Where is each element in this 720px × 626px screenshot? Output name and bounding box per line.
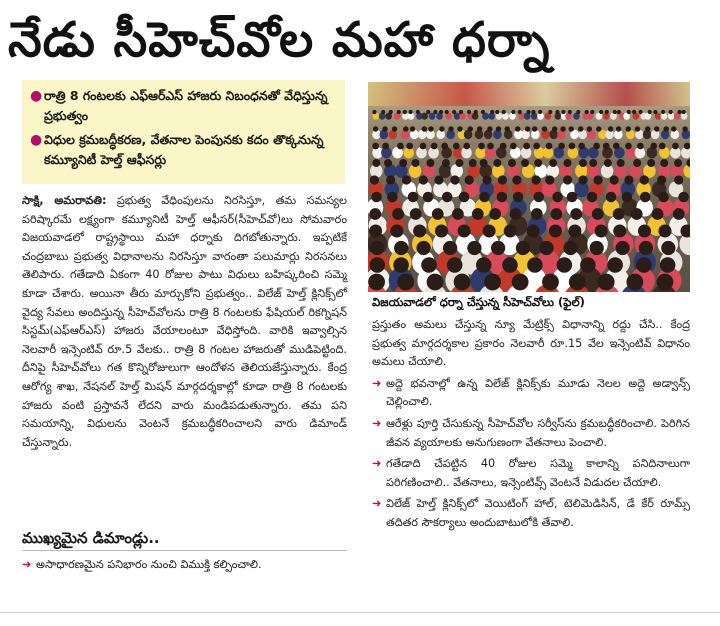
crowd-person-head bbox=[617, 110, 621, 114]
crowd-person-head bbox=[512, 175, 521, 184]
crowd-person-head bbox=[682, 126, 687, 131]
demands-heading: ముఖ్యమైన డిమాండ్లు.. bbox=[22, 526, 347, 551]
crowd-person-head bbox=[625, 143, 632, 150]
crowd-person-head bbox=[632, 110, 636, 114]
demand-item bbox=[372, 495, 690, 532]
crowd-person-head bbox=[399, 159, 407, 167]
crowd-person-head bbox=[371, 192, 382, 203]
crowd-person-head bbox=[525, 126, 530, 131]
crowd-person-head bbox=[570, 208, 582, 220]
bullet-icon: ● bbox=[30, 88, 43, 104]
crowd-person-head bbox=[563, 241, 577, 255]
crowd-person-head bbox=[658, 224, 671, 237]
crowd-person-head bbox=[593, 175, 602, 184]
crowd-person-head bbox=[482, 175, 491, 184]
crowd-person-head bbox=[511, 110, 515, 114]
crowd-person-head bbox=[615, 241, 629, 255]
crowd-illustration bbox=[368, 82, 690, 292]
crowd-person-head bbox=[613, 208, 625, 220]
crowd-person-head bbox=[521, 159, 529, 167]
demand-text: గతేడాది చేపట్టిన 40 రోజుల సమ్మె కాలాన్ని పనిదినాలుగా పరిగణించాలి.. వేతనాలు, ఇన్సెంటివ్స్ వెంటనే విడుదల చేయాలి. bbox=[386, 457, 690, 489]
crowd-person-head bbox=[487, 143, 494, 150]
crowd-person-head bbox=[579, 159, 587, 167]
crowd-person-head bbox=[660, 257, 676, 273]
crowd-person-head bbox=[672, 143, 679, 150]
crowd-person-head bbox=[397, 143, 404, 150]
crowd-person-head bbox=[548, 110, 552, 114]
crowd-person-head bbox=[539, 241, 553, 255]
crowd-person-head bbox=[490, 110, 494, 114]
body-text: ప్రభుత్వ వేధింపులను నిరసిస్తూ, తమ సమస్యల పరిష్కారమే లక్ష్యంగా కమ్యూనిటీ హెల్త్ ఆఫీసర్(సీహెచ్‌వో)లు సోమవారం విజయవాడలో రాష్ట్రస్థాయి మహా ధర్నాకు దిగబోతున్నారు. ఇప్పటికే చంద్రబాబు ప్రభుత్వ విధానాలను నిరసిస్తూ వారంతా పలుమార్లు నిరసనలు తెలిపారు. గతేడాది ఏకంగా 40 రోజుల పాటు విధులు బహిష్కరించి సమ్మె కూడా చేశారు. అయినా తీరు మార్చుకోని ప్రభుత్వం.. విలేజ్ హెల్త్ క్లినిక్స్‌లో వైద్య సేవలు అందిస్తున్న సీహెచ్‌వోలను రాత్రి 8 గంటలకు ఫేషియల్ రికగ్నిషన్ సిస్టమ్(ఎఫ్‌ఆర్‌ఎస్) హాజరు వేయాలంటూ వేధిస్తోంది. వారికి ఇవ్వాల్సిన నెలవారీ ఇన్సెంటివ్ రూ.5 వేలకు.. రాత్రి 8 గంటల హాజరుతో ముడిపెట్టింది. దీనిపై సీహెచ్‌వోలు గత కొన్నిరోజులుగా ఆందోళన తెలియజేస్తున్నారు. కేంద్ర ఆరోగ్య శాఖ, నేషనల్ హెల్త్ మిషన్ మార్గదర్శకాల్లో కూడా రాత్రి 8 గంటలకు హాజరు వంటి ప్రస్తావనే లేదని వారు మండిపడుతున్నారు. తమ పని సమయాన్ని, విధులను వెంటనే క్రమబద్ధీకరించాలని వారు డిమాండ్ చేస్తున్నారు. bbox=[22, 194, 347, 449]
crowd-person-head bbox=[599, 110, 603, 114]
crowd-person-head bbox=[373, 126, 378, 131]
crowd-person-head bbox=[626, 274, 643, 291]
arrow-icon: ➜ bbox=[372, 376, 382, 390]
crowd-person-head bbox=[590, 241, 604, 255]
crowd-person-head bbox=[527, 257, 543, 273]
headline: నేడు సీహెచ్‌వోల మహా ధర్నా bbox=[8, 12, 551, 68]
crowd-person-head bbox=[555, 110, 559, 114]
crowd-person-head bbox=[479, 192, 490, 203]
crowd-person-head bbox=[422, 126, 427, 131]
article-body bbox=[22, 192, 347, 522]
crowd-person-head bbox=[661, 241, 675, 255]
crowd-person-head bbox=[578, 126, 583, 131]
crowd-person-head bbox=[370, 175, 379, 184]
crowd-person-head bbox=[552, 126, 557, 131]
crowd-person-head bbox=[604, 159, 612, 167]
crowd-person-head bbox=[558, 143, 565, 150]
crowd-person-head bbox=[677, 110, 681, 114]
crowd-person-head bbox=[439, 110, 443, 114]
crowd-person-head bbox=[512, 274, 529, 291]
crowd-person-head bbox=[421, 257, 437, 273]
crowd-person-head bbox=[673, 208, 685, 220]
crowd-person-head bbox=[593, 143, 600, 150]
crowd-person-head bbox=[468, 126, 473, 131]
crowd-person-head bbox=[606, 192, 617, 203]
crowd-person-head bbox=[495, 110, 499, 114]
crowd-person-head bbox=[576, 110, 580, 114]
crowd-person-head bbox=[605, 110, 609, 114]
crowd-person-head bbox=[435, 224, 448, 237]
crowd-person-head bbox=[564, 159, 572, 167]
crowd-person-head bbox=[493, 159, 501, 167]
crowd-person-head bbox=[567, 192, 578, 203]
crowd-person-head bbox=[448, 126, 453, 131]
crowd-person-head bbox=[622, 192, 633, 203]
crowd-person-head bbox=[402, 175, 411, 184]
crowd-person-head bbox=[410, 126, 415, 131]
crowd-person-head bbox=[527, 224, 540, 237]
crowd-person-head bbox=[394, 241, 408, 255]
crowd-person-head bbox=[531, 110, 535, 114]
crowd-person-head bbox=[568, 110, 572, 114]
crowd-person-head bbox=[433, 110, 437, 114]
crowd-person-head bbox=[447, 257, 463, 273]
crowd-person-head bbox=[510, 208, 522, 220]
crowd-person-head bbox=[645, 126, 650, 131]
crowd-person-head bbox=[445, 110, 449, 114]
crowd-person-head bbox=[478, 143, 485, 150]
highlight-item bbox=[30, 86, 337, 126]
crowd-person-head bbox=[504, 126, 509, 131]
crowd-person-head bbox=[489, 208, 501, 220]
crowd-person-head bbox=[578, 143, 585, 150]
crowd-person-head bbox=[569, 143, 576, 150]
crowd-person-head bbox=[648, 110, 652, 114]
crowd-person-head bbox=[663, 126, 668, 131]
crowd-person-head bbox=[450, 175, 459, 184]
crowd-person-head bbox=[502, 257, 518, 273]
crowd-person-head bbox=[610, 175, 619, 184]
crowd-person-head bbox=[491, 241, 505, 255]
crowd-person-head bbox=[636, 257, 652, 273]
crowd-person-head bbox=[518, 110, 522, 114]
crowd-person-head bbox=[469, 159, 477, 167]
crowd-person-head bbox=[423, 192, 434, 203]
crowd-person-head bbox=[587, 192, 598, 203]
crowd-person-head bbox=[431, 143, 438, 150]
crowd-person-head bbox=[635, 126, 640, 131]
demand-item bbox=[372, 375, 690, 412]
crowd-person-head bbox=[496, 126, 501, 131]
bottom-rule bbox=[0, 612, 720, 613]
crowd-person-head bbox=[452, 110, 456, 114]
crowd-person-head bbox=[452, 208, 464, 220]
crowd-person-head bbox=[542, 274, 559, 291]
highlight-box bbox=[22, 80, 345, 184]
crowd-person-head bbox=[443, 241, 457, 255]
bullet-icon: ● bbox=[30, 132, 43, 148]
crowd-person-head bbox=[427, 274, 444, 291]
arrow-icon: ➜ bbox=[372, 416, 382, 430]
crowd-person-head bbox=[426, 110, 430, 114]
crowd-person-head bbox=[439, 126, 444, 131]
crowd-person-head bbox=[639, 241, 653, 255]
crowd-person-head bbox=[392, 208, 404, 220]
crowd-person-head bbox=[633, 159, 641, 167]
crowd-person-head bbox=[369, 208, 381, 220]
demand-item bbox=[372, 455, 690, 492]
crowd-person-head bbox=[638, 224, 651, 237]
crowd-person-head bbox=[674, 175, 683, 184]
crowd-person-head bbox=[568, 224, 581, 237]
crowd-person-head bbox=[613, 224, 626, 237]
crowd-person-head bbox=[390, 224, 403, 237]
crowd-person-head bbox=[580, 257, 596, 273]
photo-caption: విజయవాడలో ధర్నా చేస్తున్న సీహెచ్‌వోలు (ఫైల్) bbox=[372, 295, 585, 309]
crowd-person-head bbox=[653, 110, 657, 114]
demand-text: ఆరేళ్లు పూర్తి చేసుకున్న సీహెచ్‌వోల సర్వీస్‌ను క్రమబద్ధీకరించాలి. పెరిగిన జీవన వ్యయాలకు అనుగుణంగా వేతనాలు పెంచాలి. bbox=[386, 416, 690, 449]
crowd-person-head bbox=[592, 208, 604, 220]
crowd-person-head bbox=[526, 110, 530, 114]
crowd-person-head bbox=[410, 208, 422, 220]
crowd-person-head bbox=[387, 192, 398, 203]
crowd-person-head bbox=[560, 126, 565, 131]
crowd-person-head bbox=[487, 126, 492, 131]
crowd-person-head bbox=[416, 241, 430, 255]
crowd-person-head bbox=[678, 192, 689, 203]
crowd-person-head bbox=[426, 159, 434, 167]
crowd-person-head bbox=[546, 143, 553, 150]
crowd-person-head bbox=[454, 274, 471, 291]
crowd-person-head bbox=[631, 208, 643, 220]
crowd-person-head bbox=[549, 159, 557, 167]
protest-photo bbox=[368, 82, 690, 292]
crowd-person-head bbox=[542, 126, 547, 131]
crowd-person-head bbox=[484, 274, 501, 291]
crowd-person-head bbox=[587, 126, 592, 131]
crowd-person-head bbox=[551, 208, 563, 220]
crowd-person-head bbox=[660, 159, 668, 167]
crowd-person-head bbox=[627, 110, 631, 114]
crowd-person-head bbox=[483, 224, 496, 237]
crowd-person-head bbox=[459, 110, 463, 114]
crowd-person-head bbox=[497, 192, 508, 203]
highlight-text: విధుల క్రమబద్ధీకరణ, వేతనాల పెంపునకు కదం తొక్కనున్న కమ్యూనిటీ హెల్త్ ఆఫీసర్లు bbox=[44, 132, 324, 167]
demand-text: విలేజ్ హెల్త్ క్లినిక్స్‌లో వెయిటింగ్ హాల్, టెలిమెడిసిన్, డే కేర్ రూమ్స్ తదితర సౌకర్యాలు అందుబాటులోకి తేవాలి. bbox=[386, 497, 690, 529]
crowd-person-head bbox=[557, 257, 573, 273]
crowd-person-head bbox=[515, 126, 520, 131]
crowd-person-head bbox=[368, 274, 385, 291]
crowd-person-head bbox=[617, 159, 625, 167]
crowd-person-head bbox=[552, 192, 563, 203]
crowd-person-head bbox=[370, 257, 386, 273]
crowd-person-head bbox=[534, 192, 545, 203]
crowd-person-head bbox=[613, 110, 617, 114]
arrow-icon: ➜ bbox=[372, 497, 382, 511]
crowd-person-head bbox=[459, 192, 470, 203]
crowd-person-head bbox=[453, 143, 460, 150]
demand-text: అసాధారణమైన పనిభారం నుంచి విముక్తి కల్పించాలి. bbox=[36, 558, 262, 571]
crowd-person-head bbox=[372, 159, 380, 167]
crowd-person-head bbox=[441, 143, 448, 150]
crowd-person-head bbox=[372, 110, 376, 114]
crowd-person-head bbox=[465, 175, 474, 184]
crowd-person-head bbox=[638, 110, 642, 114]
crowd-person-head bbox=[397, 110, 401, 114]
crowd-person-head bbox=[603, 143, 610, 150]
demand-item bbox=[372, 415, 690, 452]
crowd-person-head bbox=[659, 143, 666, 150]
crowd-person-head bbox=[589, 159, 597, 167]
crowd-person-head bbox=[498, 175, 507, 184]
crowd-person-head bbox=[393, 257, 409, 273]
crowd-person-head bbox=[481, 110, 485, 114]
crowd-person-head bbox=[411, 159, 419, 167]
demand-text: అద్దె భవనాల్లో ఉన్న విలేజ్ క్లినిక్స్‌కు మూడు నెలల అద్దె అడ్వాన్స్ చెల్లించాలి. bbox=[386, 376, 690, 409]
crowd-person-head bbox=[463, 143, 470, 150]
crowd-person-head bbox=[563, 175, 572, 184]
crowd-person-head bbox=[549, 224, 562, 237]
right-intro: ప్రస్తుతం అమలు చేస్తున్న న్యూ మేట్రిక్స్ విధానాన్ని రద్దు చేసి.. కేంద్ర ప్రభుత్వ మార్గదర్శకాల ప్రకారం నెలవారీ రూ.15 వేల ఇన్సెంటివ్ విధానం అమలు చేయాలి. bbox=[372, 318, 690, 369]
crowd-person-head bbox=[406, 143, 413, 150]
crowd-person-head bbox=[607, 257, 623, 273]
crowd-person-head bbox=[467, 110, 471, 114]
crowd-person-head bbox=[650, 143, 657, 150]
highlight-text: రాత్రి 8 గంటలకు ఎఫ్‌ఆర్‌ఎస్ హాజరు నిబంధనతో వేధిస్తున్న ప్రభుత్వం bbox=[44, 88, 328, 123]
crowd-person-head bbox=[370, 241, 384, 255]
crowd-person-head bbox=[513, 192, 524, 203]
crowd-person-head bbox=[532, 126, 537, 131]
crowd-person-head bbox=[669, 110, 673, 114]
crowd-person-head bbox=[389, 110, 393, 114]
crowd-person-head bbox=[474, 110, 478, 114]
crowd-person-head bbox=[504, 224, 517, 237]
crowd-person-head bbox=[624, 175, 633, 184]
crowd-person-head bbox=[578, 175, 587, 184]
crowd-person-head bbox=[652, 208, 664, 220]
right-column bbox=[372, 316, 690, 606]
crowd-person-head bbox=[500, 143, 507, 150]
crowd-person-head bbox=[545, 175, 554, 184]
crowd-person-head bbox=[477, 126, 482, 131]
crowd-person-head bbox=[434, 175, 443, 184]
crowd-person-head bbox=[510, 143, 517, 150]
crowd-person-head bbox=[502, 110, 506, 114]
crowd-person-head bbox=[531, 208, 543, 220]
highlight-item bbox=[30, 130, 337, 170]
crowd-person-head bbox=[382, 143, 389, 150]
crowd-person-head bbox=[616, 126, 621, 131]
crowd-person-head bbox=[413, 224, 426, 237]
crowd-person-head bbox=[372, 143, 379, 150]
crowd-person-head bbox=[467, 241, 481, 255]
crowd-person-head bbox=[420, 143, 427, 150]
crowd-person-body bbox=[421, 113, 428, 120]
crowd-person-head bbox=[596, 126, 601, 131]
crowd-person-head bbox=[608, 126, 613, 131]
crowd-person-head bbox=[381, 110, 385, 114]
crowd-person-head bbox=[416, 110, 420, 114]
crowd-person-head bbox=[561, 110, 565, 114]
crowd-person-head bbox=[419, 175, 428, 184]
crowd-person-head bbox=[640, 175, 649, 184]
arrow-icon: ➜ bbox=[22, 558, 32, 571]
crowd-person-head bbox=[476, 257, 492, 273]
crowd-person-head bbox=[523, 143, 530, 150]
crowd-person-head bbox=[480, 159, 488, 167]
crowd-person-head bbox=[647, 159, 655, 167]
arrow-icon: ➜ bbox=[372, 457, 382, 471]
crowd-person-head bbox=[598, 274, 615, 291]
crowd-person-head bbox=[386, 175, 395, 184]
crowd-person-head bbox=[409, 110, 413, 114]
crowd-person-head bbox=[369, 224, 382, 237]
crowd-person-head bbox=[657, 274, 674, 291]
crowd-person-head bbox=[534, 159, 542, 167]
crowd-person-head bbox=[428, 126, 433, 131]
crowd-person-head bbox=[508, 159, 516, 167]
crowd-person-head bbox=[442, 159, 450, 167]
crowd-person-head bbox=[516, 241, 530, 255]
crowd-person-head bbox=[532, 175, 541, 184]
crowd-person-head bbox=[397, 274, 414, 291]
crowd-person-head bbox=[658, 192, 669, 203]
crowd-person-head bbox=[661, 110, 665, 114]
crowd-person-head bbox=[432, 208, 444, 220]
crowd-person-head bbox=[538, 110, 542, 114]
crowd-person-head bbox=[455, 159, 463, 167]
crowd-person-head bbox=[472, 208, 484, 220]
crowd-person-head bbox=[392, 126, 397, 131]
crowd-person-head bbox=[457, 126, 462, 131]
crowd-person-head bbox=[568, 126, 573, 131]
crowd-person-head bbox=[654, 126, 659, 131]
dateline: సాక్షి, అమరావతి: bbox=[22, 194, 107, 207]
crowd-person-head bbox=[590, 110, 594, 114]
crowd-person-head bbox=[674, 159, 682, 167]
crowd-person-head bbox=[657, 175, 666, 184]
crowd-person-head bbox=[382, 126, 387, 131]
crowd-person-head bbox=[403, 126, 408, 131]
crowd-person-head bbox=[640, 192, 651, 203]
crowd-person-head bbox=[613, 143, 620, 150]
crowd-person-head bbox=[442, 192, 453, 203]
crowd-person-head bbox=[569, 274, 586, 291]
crowd-person-head bbox=[458, 224, 471, 237]
crowd-person-head bbox=[671, 126, 676, 131]
crowd-person-head bbox=[384, 159, 392, 167]
crowd-person-head bbox=[682, 110, 686, 114]
crowd-person-head bbox=[595, 224, 608, 237]
crowd-person-head bbox=[403, 110, 407, 114]
demand-item bbox=[22, 556, 347, 600]
crowd-person-head bbox=[626, 126, 631, 131]
crowd-person-head bbox=[533, 143, 540, 150]
crowd-person-head bbox=[408, 192, 419, 203]
crowd-person-head bbox=[637, 143, 644, 150]
